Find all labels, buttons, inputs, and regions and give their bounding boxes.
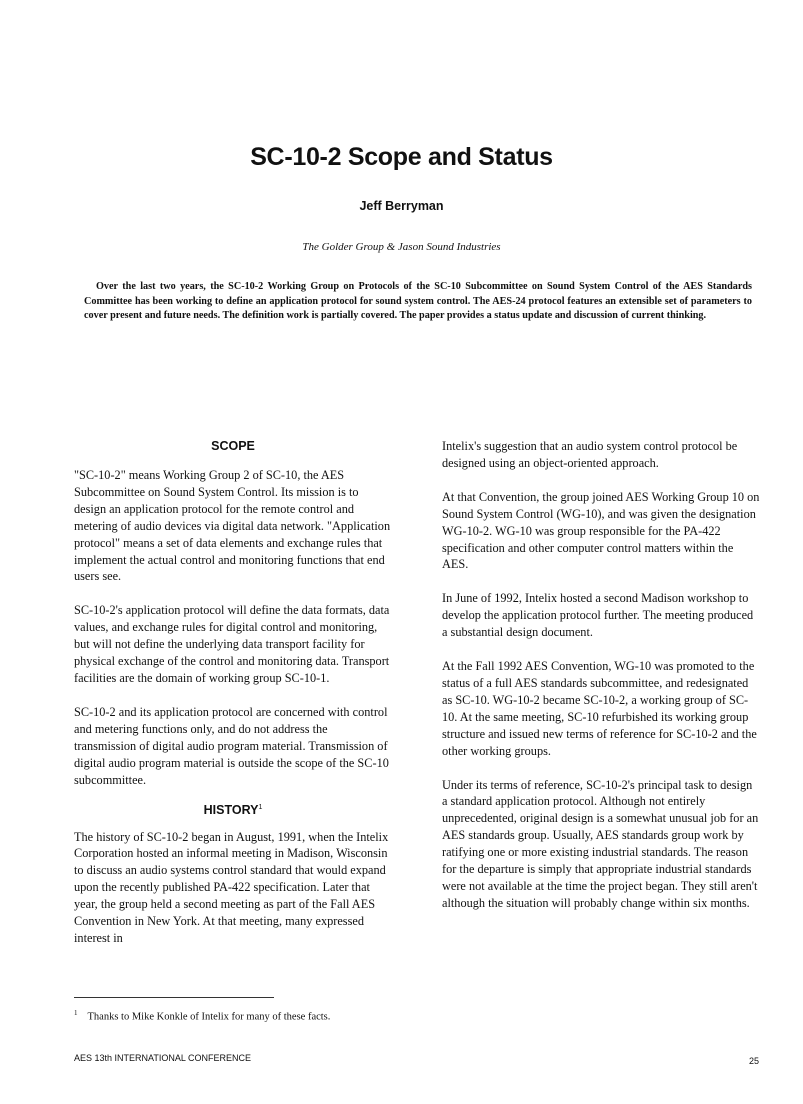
history-footnote-mark: 1 <box>258 804 263 812</box>
author-name: Jeff Berryman <box>359 199 444 213</box>
section-heading-history <box>74 799 392 819</box>
page-number: 25 <box>748 1056 759 1066</box>
paper-title: SC-10-2 Scope and Status <box>250 143 553 171</box>
right-column <box>442 438 760 929</box>
right-paragraph-5: Under its terms of reference, SC-10-2's principal task to design a standard application protocol. Although not entirely unprecedented, original design is a somewhat unusual job for an AES standards group. Usually, AES standards group work by ratifying one or more existing industrial standards. The reason for the departure is simply that appropriate industrial standards were not available at the time the project began. They still aren't although the situation will probably change within six months. <box>442 777 759 910</box>
left-column <box>74 438 392 964</box>
footnote-number: 1 <box>74 1009 78 1017</box>
section-heading-scope: SCOPE <box>211 439 255 453</box>
right-paragraph-2: At that Convention, the group joined AES Working Group 10 on Sound System Control (WG-10), and was given the designation WG-10-2. WG-10 was group responsible for the PA-422 specification and other computer control matters within the AES. <box>442 489 760 572</box>
footer-conference: AES 13th INTERNATIONAL CONFERENCE <box>74 1053 252 1063</box>
right-paragraph-3: In June of 1992, Intelix hosted a second Madison workshop to develop the application protocol further. The meeting produced a substantial design document. <box>442 591 754 640</box>
scope-paragraph-3: SC-10-2 and its application protocol are concerned with control and metering functions only, and do not address the transmission of digital audio program material. Transmission of digital audio program material is outside the scope of the SC-10 subcommittee. <box>74 704 389 787</box>
abstract: Over the last two years, the SC-10-2 Working Group on Protocols of the SC-10 Subcommittee on Sound System Control of the AES Standards Committee has been working to define an application protocol for sound system control. The AES-24 protocol features an extensible set of parameters to cover present and future needs. The definition work is partially covered. The paper provides a status update and discussion of current thinking. <box>84 281 752 321</box>
right-paragraph-1: Intelix's suggestion that an audio system control protocol be designed using an object-oriented approach. <box>442 439 738 470</box>
footnote <box>74 1006 330 1025</box>
scope-paragraph-2: SC-10-2's application protocol will define the data formats, data values, and exchange rules for digital control and monitoring, but will not define the underlying data transport facility for physical exchange of the control and monitoring data. Transport facilities are the domain of working group SC-10-1. <box>74 603 390 685</box>
history-heading-text: HISTORY <box>203 803 259 818</box>
right-paragraph-4: At the Fall 1992 AES Convention, WG-10 was promoted to the status of a full AES standards subcommittee, and redesignated as SC-10. WG-10-2 became SC-10-2, a working group of SC-10. At the same meeting, SC-10 refurbished its working group structure and issued new terms of reference for SC-10-2 and the other working groups. <box>442 659 757 758</box>
author-affiliation: The Golder Group & Jason Sound Industries <box>302 241 501 253</box>
footnote-text: Thanks to Mike Konkle of Intelix for many of these facts. <box>87 1011 331 1023</box>
footnote-divider <box>74 997 274 998</box>
history-paragraph-1: The history of SC-10-2 began in August, 1991, when the Intelix Corporation hosted an informal meeting in Madison, Wisconsin to discuss an audio systems control standard that would expand upon the recently published PA-422 specification. Later that year, the group held a second meeting as part of the Fall AES Convention in New York. At that meeting, many expressed interest in <box>74 829 389 945</box>
scope-paragraph-1: "SC-10-2" means Working Group 2 of SC-10, the AES Subcommittee on Sound System Control. Its mission is to design an application protocol for the remote control and metering of audio devices via digital data network. "Application protocol" means a set of data elements and exchange rules that implement the actual control and monitoring functions that end users see. <box>74 468 391 584</box>
